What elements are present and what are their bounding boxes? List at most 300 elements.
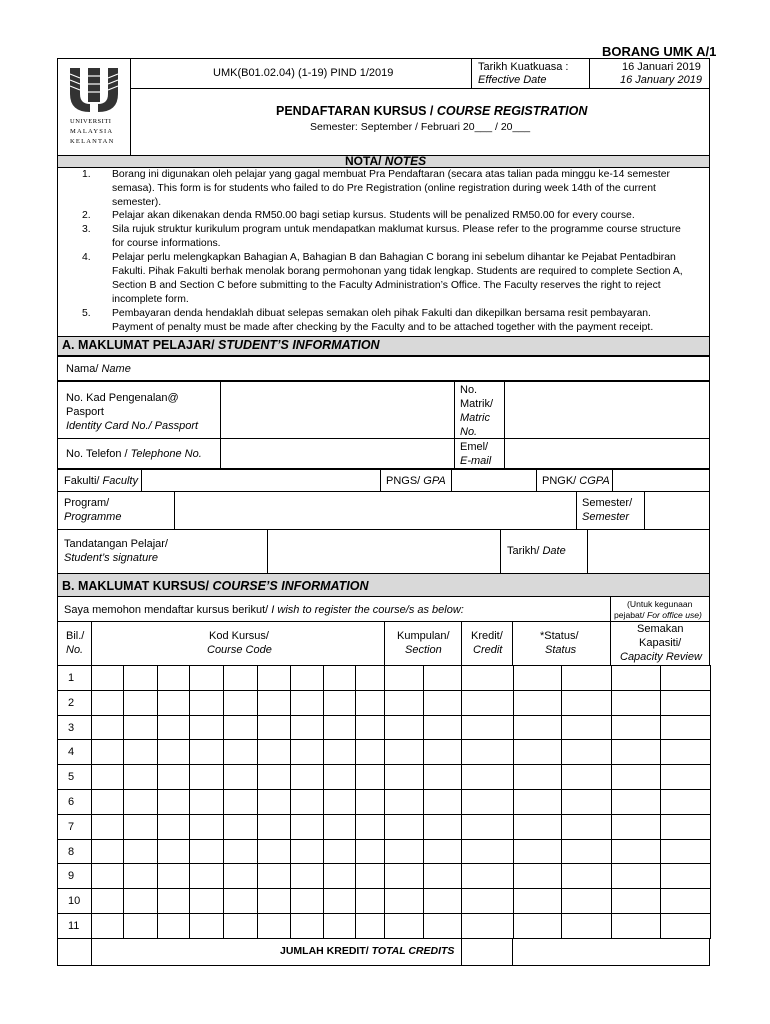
course-code-box[interactable] <box>290 863 324 889</box>
credit-input[interactable] <box>461 888 514 914</box>
course-code-box[interactable] <box>91 839 124 865</box>
note-line: incomplete form. <box>112 293 189 305</box>
capacity-input[interactable] <box>660 764 711 790</box>
course-code-box[interactable] <box>290 690 324 716</box>
total-credits-en: TOTAL CREDITS <box>371 945 455 957</box>
note-line: Borang ini digunakan oleh pelajar yang gagal membuat Pra Pendaftaran (secara atas talian pada minggu ke-14 semester <box>112 169 670 180</box>
course-code-box[interactable] <box>189 715 224 741</box>
course-code-box[interactable] <box>257 863 291 889</box>
status-input[interactable] <box>561 839 612 865</box>
course-code-box[interactable] <box>223 764 258 790</box>
course-code-box[interactable] <box>290 789 324 815</box>
name-row[interactable] <box>57 356 710 381</box>
course-code-box[interactable] <box>290 715 324 741</box>
course-code-box[interactable] <box>223 715 258 741</box>
cgpa-label-en: CGPA <box>579 475 610 487</box>
course-code-box[interactable] <box>355 888 385 914</box>
course-code-box[interactable] <box>355 665 385 691</box>
row-number: 1 <box>68 672 75 684</box>
course-code-box[interactable] <box>323 888 356 914</box>
note-line: Pembayaran denda hendaklah dibuat selepas semakan oleh pihak Fakulti dan dikepilkan bersama resit pembayaran. <box>112 308 651 319</box>
course-code-box[interactable] <box>189 814 224 840</box>
course-code-box[interactable] <box>323 913 356 939</box>
capacity-input[interactable] <box>611 764 661 790</box>
status-input[interactable] <box>561 739 612 765</box>
row-number-cell <box>57 789 92 815</box>
capacity-input[interactable] <box>660 888 711 914</box>
cgpa-label-ms: PNGK/ <box>542 475 580 487</box>
course-code-box[interactable] <box>91 789 124 815</box>
row-number: 6 <box>68 796 75 808</box>
row-number-cell <box>57 839 92 865</box>
course-code-box[interactable] <box>323 665 356 691</box>
cgpa-input[interactable] <box>612 469 710 492</box>
col-status-ms: *Status/ <box>540 630 579 642</box>
course-code-box[interactable] <box>157 913 190 939</box>
course-code-box[interactable] <box>189 764 224 790</box>
capacity-input[interactable] <box>611 814 661 840</box>
course-code-box[interactable] <box>91 764 124 790</box>
note-number: 3. <box>82 224 91 235</box>
course-code-box[interactable] <box>257 739 291 765</box>
notes-heading-en: NOTES <box>384 154 427 168</box>
note-number: 5. <box>82 308 91 319</box>
form-code: BORANG UMK A/1 <box>602 44 717 59</box>
intro-text <box>64 604 464 616</box>
course-code-box[interactable] <box>223 690 258 716</box>
credit-input[interactable] <box>461 863 514 889</box>
credit-input[interactable] <box>461 665 514 691</box>
capacity-input[interactable] <box>611 839 661 865</box>
section-a-heading <box>62 338 380 352</box>
credit-input[interactable] <box>461 839 514 865</box>
course-code-box[interactable] <box>123 789 158 815</box>
section-input[interactable] <box>423 913 462 939</box>
effective-label-en: Effective Date <box>478 74 547 86</box>
total-credits-ms: JUMLAH KREDIT/ <box>280 945 372 957</box>
capacity-input[interactable] <box>611 789 661 815</box>
status-input[interactable] <box>561 789 612 815</box>
row-number-cell <box>57 665 92 691</box>
status-input[interactable] <box>513 814 562 840</box>
course-code-box[interactable] <box>123 715 158 741</box>
credit-input[interactable] <box>461 690 514 716</box>
course-code-box[interactable] <box>257 665 291 691</box>
section-input[interactable] <box>384 789 424 815</box>
faculty-label <box>64 475 138 487</box>
capacity-input[interactable] <box>660 690 711 716</box>
title-en: COURSE REGISTRATION <box>436 104 588 118</box>
course-code-box[interactable] <box>123 888 158 914</box>
page-title <box>276 104 587 118</box>
faculty-input[interactable] <box>141 469 381 492</box>
office-use-ms: pejabat/ <box>614 610 647 620</box>
section-input[interactable] <box>423 863 462 889</box>
umk-logo <box>66 64 122 152</box>
total-credits-label <box>280 945 454 957</box>
course-code-box[interactable] <box>157 814 190 840</box>
date-input[interactable] <box>587 529 710 574</box>
capacity-input[interactable] <box>660 715 711 741</box>
course-code-box[interactable] <box>91 814 124 840</box>
status-input[interactable] <box>561 863 612 889</box>
course-code-box[interactable] <box>355 913 385 939</box>
status-input[interactable] <box>513 665 562 691</box>
section-input[interactable] <box>384 863 424 889</box>
matric-label-ms2: Matrik/ <box>460 398 493 410</box>
status-input[interactable] <box>513 913 562 939</box>
col-code-ms: Kod Kursus/ <box>209 630 269 642</box>
capacity-input[interactable] <box>611 665 661 691</box>
section-input[interactable] <box>384 839 424 865</box>
date-label <box>507 545 566 557</box>
title-ms: PENDAFTARAN KURSUS / <box>276 104 437 118</box>
course-code-box[interactable] <box>157 665 190 691</box>
section-input[interactable] <box>384 814 424 840</box>
course-code-box[interactable] <box>157 789 190 815</box>
office-use-line2 <box>614 610 702 620</box>
logo-text-2: MALAYSIA <box>70 128 114 135</box>
phone-label <box>66 448 202 460</box>
credit-input[interactable] <box>461 715 514 741</box>
intro-text-ms: Saya memohon mendaftar kursus berikut/ <box>64 604 272 616</box>
ic-input[interactable] <box>220 381 455 439</box>
ic-label-ms2: Pasport <box>66 406 104 418</box>
course-code-box[interactable] <box>223 839 258 865</box>
course-code-box[interactable] <box>223 665 258 691</box>
capacity-input[interactable] <box>660 839 711 865</box>
course-code-box[interactable] <box>223 913 258 939</box>
matric-label-en1: Matric <box>460 412 490 424</box>
faculty-label-ms: Fakulti/ <box>64 475 103 487</box>
course-code-box[interactable] <box>91 665 124 691</box>
course-code-box[interactable] <box>355 690 385 716</box>
course-code-box[interactable] <box>355 789 385 815</box>
note-line: semester). <box>112 196 162 208</box>
row-number: 7 <box>68 820 75 833</box>
course-code-box[interactable] <box>223 739 258 765</box>
row-number-cell <box>57 863 92 889</box>
section-input[interactable] <box>384 913 424 939</box>
semester-line: Semester: September / Februari 20___ / 20___ <box>310 121 531 133</box>
note-line: Sila rujuk struktur kurikulum program untuk mendapatkan maklumat kursus. Please refer to the programme course structure <box>112 224 681 235</box>
section-input[interactable] <box>384 888 424 914</box>
credit-input[interactable] <box>461 814 514 840</box>
signature-label-en: Student’s signature <box>64 552 158 564</box>
note-line: Pelajar perlu melengkapkan Bahagian A, Bahagian B dan Bahagian C borang ini sebelum dihantar ke Pejabat Pentadbiran <box>112 252 676 263</box>
section-input[interactable] <box>423 764 462 790</box>
course-code-box[interactable] <box>355 863 385 889</box>
course-code-box[interactable] <box>323 739 356 765</box>
course-code-box[interactable] <box>157 888 190 914</box>
effective-label-ms: Tarikh Kuatkuasa : <box>478 61 569 73</box>
credit-input[interactable] <box>461 913 514 939</box>
ic-label-en: Identity Card No./ Passport <box>66 420 199 432</box>
course-code-box[interactable] <box>123 863 158 889</box>
course-code-box[interactable] <box>355 715 385 741</box>
status-input[interactable] <box>513 715 562 741</box>
col-capacity-ms2: Kapasiti/ <box>639 637 682 649</box>
section-input[interactable] <box>423 789 462 815</box>
capacity-input[interactable] <box>660 913 711 939</box>
course-code-box[interactable] <box>189 839 224 865</box>
cgpa-label <box>542 475 610 487</box>
course-code-box[interactable] <box>290 764 324 790</box>
col-capacity-ms1: Semakan <box>637 623 684 635</box>
logo-text-1: UNIVERSITI <box>70 118 112 125</box>
col-credit-en: Credit <box>473 644 503 656</box>
name-label-en: Name <box>101 363 131 375</box>
course-code-box[interactable] <box>189 789 224 815</box>
name-label-ms: Nama/ <box>66 363 102 375</box>
phone-label-en: Telephone No. <box>130 448 202 460</box>
date-label-ms: Tarikh/ <box>507 545 543 557</box>
effective-date-en: 16 January 2019 <box>620 74 702 86</box>
course-code-box[interactable] <box>123 739 158 765</box>
section-input[interactable] <box>423 888 462 914</box>
course-code-box[interactable] <box>257 690 291 716</box>
course-code-box[interactable] <box>157 839 190 865</box>
col-capacity-en: Capacity Review <box>620 651 702 663</box>
capacity-input[interactable] <box>611 739 661 765</box>
status-input[interactable] <box>561 814 612 840</box>
course-code-box[interactable] <box>91 863 124 889</box>
gpa-label-en: GPA <box>423 475 446 487</box>
col-no-en: No. <box>66 644 84 656</box>
capacity-input[interactable] <box>611 888 661 914</box>
course-code-box[interactable] <box>91 715 124 741</box>
capacity-input[interactable] <box>660 863 711 889</box>
capacity-input[interactable] <box>660 665 711 691</box>
course-code-box[interactable] <box>189 888 224 914</box>
capacity-input[interactable] <box>611 863 661 889</box>
note-line: Payment of penalty must be made after checking by the Faculty and to be attached together with the payment receipt. <box>112 321 654 333</box>
section-input[interactable] <box>423 814 462 840</box>
course-code-box[interactable] <box>290 839 324 865</box>
semester-label-en: Semester <box>582 511 630 523</box>
row-number: 4 <box>68 746 75 759</box>
credit-input[interactable] <box>461 789 514 815</box>
course-code-box[interactable] <box>157 690 190 716</box>
email-label-ms: Emel/ <box>460 441 489 453</box>
row-number-cell <box>57 715 92 741</box>
course-code-box[interactable] <box>323 863 356 889</box>
capacity-input[interactable] <box>660 739 711 765</box>
section-input[interactable] <box>384 690 424 716</box>
section-a-heading-en: STUDENT’S INFORMATION <box>218 338 380 352</box>
row-number: 8 <box>68 845 75 858</box>
course-code-box[interactable] <box>123 764 158 790</box>
section-input[interactable] <box>423 739 462 765</box>
notes-heading <box>345 154 426 168</box>
course-code-box[interactable] <box>189 863 224 889</box>
row-number: 9 <box>68 870 75 883</box>
col-section-ms: Kumpulan/ <box>397 630 450 642</box>
capacity-input[interactable] <box>611 913 661 939</box>
course-code-box[interactable] <box>290 665 324 691</box>
course-code-box[interactable] <box>257 888 291 914</box>
course-code-box[interactable] <box>223 863 258 889</box>
course-code-box[interactable] <box>91 739 124 765</box>
status-input[interactable] <box>561 913 612 939</box>
course-code-box[interactable] <box>223 888 258 914</box>
note-number: 4. <box>82 252 91 263</box>
course-code-box[interactable] <box>91 888 124 914</box>
course-code-box[interactable] <box>257 814 291 840</box>
credit-input[interactable] <box>461 739 514 765</box>
gpa-label <box>386 475 446 487</box>
date-label-en: Date <box>542 545 566 557</box>
col-no-ms: Bil./ <box>66 630 85 642</box>
course-code-box[interactable] <box>123 814 158 840</box>
course-code-box[interactable] <box>123 690 158 716</box>
phone-label-ms: No. Telefon / <box>66 448 131 460</box>
office-use-en: For office use) <box>646 610 702 620</box>
course-code-box[interactable] <box>91 690 124 716</box>
matric-label-ms1: No. <box>460 384 478 396</box>
row-number: 10 <box>68 895 81 908</box>
status-input[interactable] <box>513 863 562 889</box>
credit-input[interactable] <box>461 764 514 790</box>
course-code-box[interactable] <box>355 814 385 840</box>
capacity-input[interactable] <box>611 690 661 716</box>
section-input[interactable] <box>423 715 462 741</box>
course-code-box[interactable] <box>91 913 124 939</box>
signature-label-ms: Tandatangan Pelajar/ <box>64 538 168 550</box>
course-code-box[interactable] <box>257 913 291 939</box>
row-number: 5 <box>68 771 75 784</box>
course-code-box[interactable] <box>157 739 190 765</box>
course-code-box[interactable] <box>189 913 224 939</box>
course-code-box[interactable] <box>157 715 190 741</box>
section-b-heading <box>62 579 368 593</box>
umk-emblem-icon <box>66 64 122 116</box>
gpa-label-ms: PNGS/ <box>386 475 424 487</box>
row-number-cell <box>57 739 92 765</box>
gpa-input[interactable] <box>451 469 537 492</box>
total-credits-input[interactable] <box>461 938 513 966</box>
logo-text-3: KELANTAN <box>70 138 115 145</box>
course-code-box[interactable] <box>323 764 356 790</box>
status-input[interactable] <box>513 888 562 914</box>
status-input[interactable] <box>561 764 612 790</box>
course-code-box[interactable] <box>323 690 356 716</box>
course-code-box[interactable] <box>123 839 158 865</box>
course-code-box[interactable] <box>323 715 356 741</box>
row-number-cell <box>57 814 92 840</box>
status-input[interactable] <box>513 764 562 790</box>
col-status-en: Status <box>545 644 577 656</box>
course-code-box[interactable] <box>355 764 385 790</box>
note-number: 2. <box>82 210 91 221</box>
status-input[interactable] <box>513 690 562 716</box>
notes-heading-ms: NOTA/ <box>345 154 385 168</box>
matric-input[interactable] <box>504 381 710 439</box>
capacity-input[interactable] <box>660 814 711 840</box>
course-code-box[interactable] <box>355 739 385 765</box>
section-a-heading-ms: A. MAKLUMAT PELAJAR/ <box>62 338 219 352</box>
note-line: for course informations. <box>112 237 221 249</box>
section-input[interactable] <box>423 665 462 691</box>
course-code-box[interactable] <box>123 665 158 691</box>
col-section-en: Section <box>405 644 442 656</box>
course-code-box[interactable] <box>189 690 224 716</box>
row-number: 11 <box>68 920 80 932</box>
phone-input[interactable] <box>220 438 455 469</box>
semester-input[interactable] <box>644 491 710 530</box>
status-input[interactable] <box>561 888 612 914</box>
course-code-box[interactable] <box>257 839 291 865</box>
effective-date-ms: 16 Januari 2019 <box>622 61 701 73</box>
course-code-box[interactable] <box>223 814 258 840</box>
status-input[interactable] <box>513 839 562 865</box>
matric-label-en2: No. <box>460 426 478 438</box>
course-code-box[interactable] <box>290 888 324 914</box>
col-credit-ms: Kredit/ <box>471 630 503 642</box>
course-code-box[interactable] <box>157 863 190 889</box>
course-code-box[interactable] <box>223 789 258 815</box>
course-code-box[interactable] <box>257 789 291 815</box>
section-input[interactable] <box>384 665 424 691</box>
semester-label-ms: Semester/ <box>582 497 633 509</box>
note-line: Section B and Section C before submitting to the Faculty Administration’s Office. The Faculty reserves the right to reject <box>112 279 661 291</box>
section-input[interactable] <box>384 764 424 790</box>
course-code-box[interactable] <box>290 913 324 939</box>
course-code-box[interactable] <box>323 839 356 865</box>
program-input[interactable] <box>174 491 577 530</box>
doc-reference: UMK(B01.02.04) (1-19) PIND 1/2019 <box>213 67 394 79</box>
section-b-heading-ms: B. MAKLUMAT KURSUS/ <box>62 579 213 593</box>
capacity-input[interactable] <box>660 789 711 815</box>
course-code-box[interactable] <box>157 764 190 790</box>
note-line: Pelajar akan dikenakan denda RM50.00 bagi setiap kursus. Students will be penalized RM50.00 for every course. <box>112 210 635 221</box>
program-label-en: Programme <box>64 511 122 523</box>
office-use-line1: (Untuk kegunaan <box>627 599 693 609</box>
status-input[interactable] <box>513 789 562 815</box>
section-input[interactable] <box>423 839 462 865</box>
email-label-en: E-mail <box>460 455 492 467</box>
email-input[interactable] <box>504 438 710 469</box>
ic-label-ms1: No. Kad Pengenalan@ <box>66 392 179 404</box>
course-code-box[interactable] <box>323 814 356 840</box>
course-code-box[interactable] <box>290 814 324 840</box>
signature-input[interactable] <box>267 529 501 574</box>
row-number: 3 <box>68 721 75 734</box>
faculty-label-en: Faculty <box>102 475 138 487</box>
section-b-heading-en: COURSE’S INFORMATION <box>212 579 369 593</box>
status-input[interactable] <box>513 739 562 765</box>
course-code-box[interactable] <box>355 839 385 865</box>
section-input[interactable] <box>384 739 424 765</box>
course-code-box[interactable] <box>257 764 291 790</box>
course-code-box[interactable] <box>257 715 291 741</box>
capacity-input[interactable] <box>611 715 661 741</box>
section-input[interactable] <box>384 715 424 741</box>
col-code-en: Course Code <box>207 644 272 656</box>
course-code-box[interactable] <box>123 913 158 939</box>
row-number-cell <box>57 690 92 716</box>
section-input[interactable] <box>423 690 462 716</box>
status-input[interactable] <box>561 690 612 716</box>
course-code-box[interactable] <box>189 665 224 691</box>
note-number: 1. <box>82 169 91 180</box>
status-input[interactable] <box>561 715 612 741</box>
note-line: Fakulti. Pihak Fakulti berhak menolak borang permohonan yang tidak lengkap. Students are required to complete Section A, <box>112 265 683 277</box>
course-code-box[interactable] <box>290 739 324 765</box>
status-input[interactable] <box>561 665 612 691</box>
course-code-box[interactable] <box>189 739 224 765</box>
course-code-box[interactable] <box>323 789 356 815</box>
